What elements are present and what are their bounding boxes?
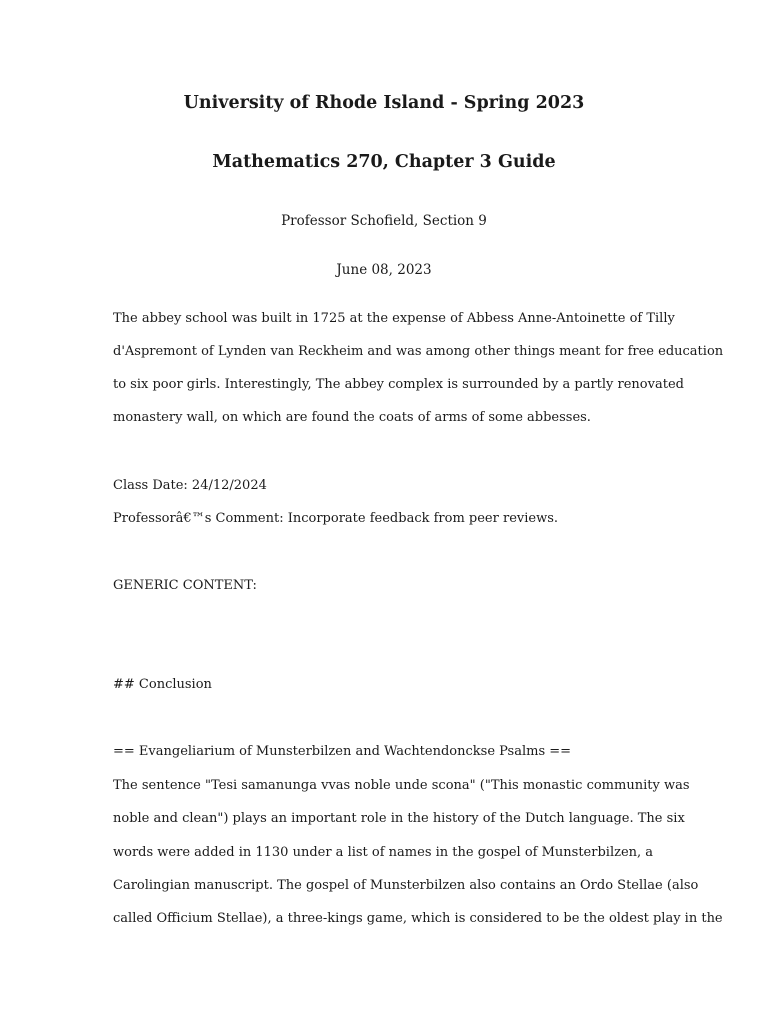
- intro-line: d'Aspremont of Lynden van Reckheim and was among other things meant for free education: [113, 344, 724, 359]
- section-heading: == Evangeliarium of Munsterbilzen and Wachtendonckse Psalms ==: [113, 744, 572, 759]
- section-line: Carolingian manuscript. The gospel of Munsterbilzen also contains an Ordo Stellae (also: [113, 878, 699, 893]
- university-title: University of Rhode Island - Spring 2023: [183, 93, 585, 113]
- date-line: June 08, 2023: [336, 262, 432, 278]
- generic-content-heading: GENERIC CONTENT:: [113, 578, 257, 593]
- course-title: Mathematics 270, Chapter 3 Guide: [212, 152, 556, 172]
- conclusion-heading: ## Conclusion: [113, 677, 212, 692]
- professor-comment: Professorâ€™s Comment: Incorporate feedback from peer reviews.: [113, 511, 559, 526]
- professor-line: Professor Schofield, Section 9: [281, 213, 487, 229]
- section-line: The sentence "Tesi samanunga vvas noble unde scona" ("This monastic community was: [113, 778, 690, 793]
- intro-line: to six poor girls. Interestingly, The abbey complex is surrounded by a partly renovated: [113, 377, 684, 392]
- class-date: Class Date: 24/12/2024: [113, 478, 267, 493]
- intro-line: The abbey school was built in 1725 at the expense of Abbess Anne-Antoinette of Tilly: [113, 311, 675, 326]
- section-line: called Officium Stellae), a three-kings game, which is considered to be the oldest play in the: [113, 911, 723, 926]
- intro-line: monastery wall, on which are found the coats of arms of some abbesses.: [113, 410, 591, 425]
- section-line: words were added in 1130 under a list of names in the gospel of Munsterbilzen, a: [113, 845, 654, 860]
- section-line: noble and clean") plays an important role in the history of the Dutch language. The six: [113, 811, 685, 826]
